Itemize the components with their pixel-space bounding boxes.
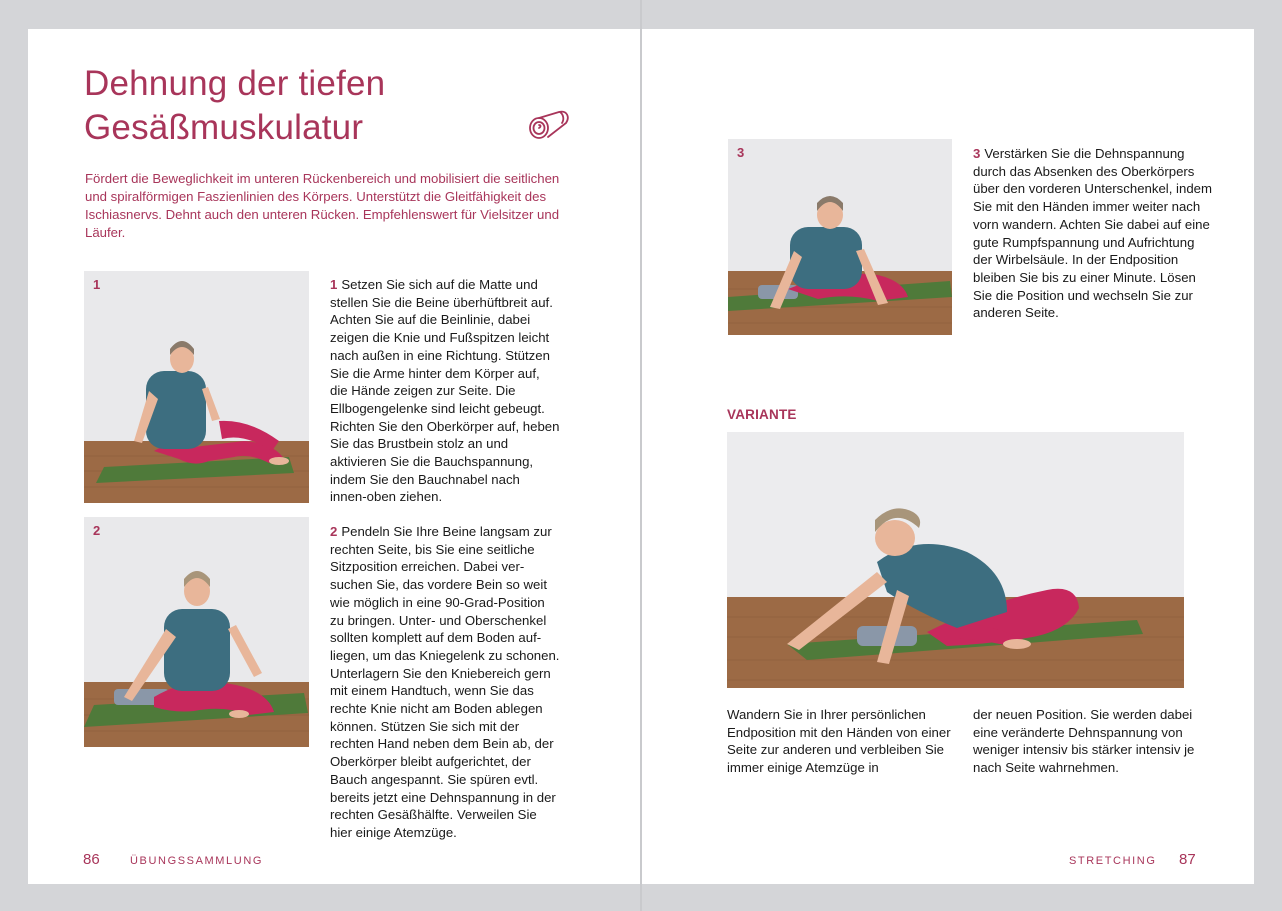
photo-number-2: 2 [93,523,101,538]
footer-section-right: STRETCHING [1069,855,1157,867]
step-1-text [330,276,560,506]
page-number-right: 87 [1179,851,1196,868]
step-3-number: 3 [973,146,981,161]
step-2-number: 2 [330,524,338,539]
step-3-text [973,145,1213,322]
right-page [642,29,1254,884]
step-1-number: 1 [330,277,338,292]
exercise-photo-1 [84,271,309,503]
exercise-photo-2 [84,517,309,747]
left-page [28,29,640,884]
footer-section-left: ÜBUNGSSAMMLUNG [130,855,264,867]
towel-roll-icon [526,109,570,141]
step-1-body: Setzen Sie sich auf die Matte und stellen Sie die Beine überhüftbreit auf. Achten Sie auf die Beinlinie, dabei zeigen die Knie und Fußspitzen leicht nach außen in eine Richtung. Stützen Sie die Arme hinter dem Körper auf, die Hände zeigen zur Seite. Die Ellbogengelenke sind leicht gebeugt. Richten Sie den Oberkörper auf, heben Sie das Brustbein stolz an und aktivieren Sie die Bauchspannung, indem Sie den Bauchnabel nach innen-oben ziehen. [330,277,560,505]
variante-text-col-2: der neuen Position. Sie werden dabei eine veränderte Dehnspannung von weniger intensiv bis stärker intensiv je nach Seite wahrnehmen. [973,707,1195,776]
photo-number-3: 3 [737,145,745,160]
step-2-text [330,523,562,842]
page-title [84,62,385,150]
intro-text: Fördert die Beweglichkeit im unteren Rückenbereich und mobilisiert die seitlichen und spiralförmigen Faszienlinien des Körpers. Unterstützt die Gleitfähigkeit des Ischiasnervs. Dehnt auch den unteren Rücken. Empfehlenswert für Vielsitzer und Läufer. [85,171,560,240]
exercise-photo-3 [728,139,952,335]
variante-heading: VARIANTE [727,407,797,422]
title-line-1: Dehnung der tiefen [84,64,386,103]
variante-text-col-1: Wandern Sie in Ihrer persönlichen Endposition mit den Händen von einer Seite zur anderen und verbleiben Sie immer einige Atemzüge in [727,707,951,776]
photo-number-1: 1 [93,277,101,292]
step-2-body: Pendeln Sie Ihre Beine langsam zur rechten Seite, bis Sie eine seitliche Sitzposition erreichen. Dabei versuchen Sie, das vordere Bein so weit wie möglich in eine 90-Grad-Position zu bringen. Unter- und Oberschenkel sollten komplett auf dem Boden aufliegen, um das Kniegelenk zu schonen. Unterlagern Sie den Kniebereich gern mit einem Handtuch, wenn Sie das rechte Knie nicht am Boden ablegen können. Stützen Sie sich mit der rechten Hand neben dem Bein ab, der Oberkörper bleibt aufgerichtet, der Bauch angespannt. Sie spüren evtl. bereits jetzt eine Dehnspannung in der rechten Gesäßhälfte. Verweilen Sie hier einige Atemzüge. [330,524,560,840]
page-number-left: 86 [83,851,100,868]
variante-photo [727,432,1184,688]
title-line-2: Gesäßmuskulatur [84,108,364,147]
step-3-body: Verstärken Sie die Dehnspannung durch das Absenken des Oberkörpers über den vorderen Unterschenkel, indem Sie mit den Händen immer weiter nach vorn wandern. Achten Sie dabei auf eine gute Rumpfspannung und Aufrichtung der Wirbelsäule. In der Endposition bleiben Sie bis zu einer Minute. Lösen Sie die Position und wechseln Sie zur anderen Seite. [973,146,1212,321]
